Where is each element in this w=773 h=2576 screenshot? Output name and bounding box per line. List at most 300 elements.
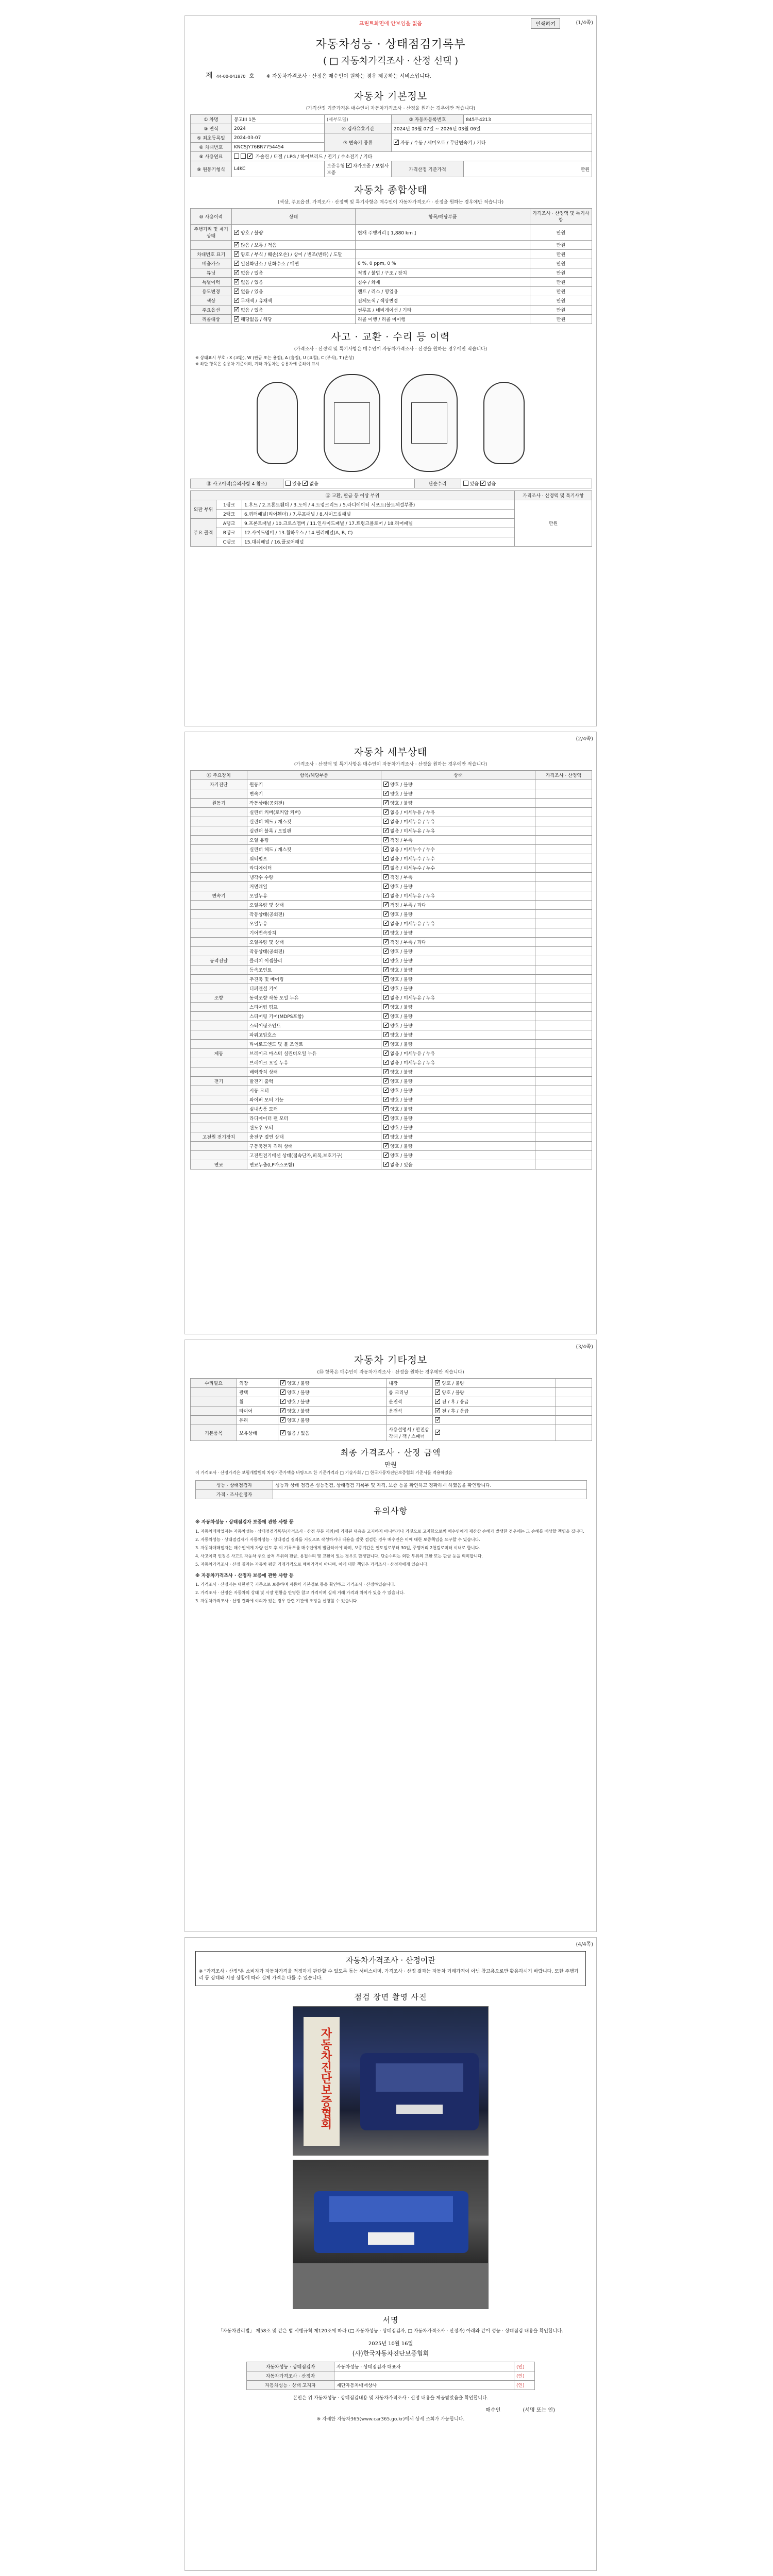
other-item xyxy=(386,1416,433,1425)
sign-table xyxy=(246,2362,535,2390)
state-cell xyxy=(381,789,535,799)
state-text: 양호 / 불량 xyxy=(390,792,413,797)
price-note: 이 가격조사 · 산정가격은 보험개발원의 차량기준가액을 바탕으로 한 기준가격과 □ 기술사회 / □ 한국자동차진단보증협회 기준서를 적용하였음 xyxy=(195,1470,452,1475)
other-group: 기본품목 xyxy=(191,1425,237,1441)
detail-row xyxy=(191,863,592,873)
serial-number: 44-00-041870 xyxy=(216,74,246,79)
detail-price xyxy=(535,1030,592,1040)
detail-group xyxy=(191,965,247,975)
detail-group: 조향 xyxy=(191,993,247,1003)
warranty-label: 보증유형 xyxy=(327,164,345,169)
detail-group xyxy=(191,826,247,836)
simple-repair-state xyxy=(461,479,592,488)
detail-price xyxy=(535,1021,592,1030)
detail-row xyxy=(191,799,592,808)
basic-label: ③ 연식 xyxy=(191,124,232,133)
state-cell xyxy=(381,1058,535,1067)
detail-price xyxy=(535,1086,592,1095)
other-row xyxy=(191,1425,592,1441)
subtitle-note: ※ 자동차가격조사 · 산정은 매수인이 원하는 경우 제공하는 서비스입니다. xyxy=(266,74,431,79)
inspector-text: 성능과 상태 점검은 성능점검, 상태점검 기록부 및 자격, 보증 등을 확인하고 정확하게 하였음을 확인합니다. xyxy=(273,1481,587,1490)
checkbox xyxy=(383,1023,389,1028)
state-text: 적정 / 부족 xyxy=(390,875,413,880)
basic-label: ⑧ 사용연료 xyxy=(191,152,232,161)
accident-title: 사고 · 교환 · 수리 등 이력 xyxy=(331,331,450,343)
state-text: 양호 / 불량 xyxy=(390,959,413,964)
other-item: 운전석 xyxy=(386,1397,433,1406)
checkbox xyxy=(383,1143,389,1148)
note-item: 1. 가격조사 · 산정자는 대한민국 기준으로 보증하며 자동차 기본정보 등을 확인하고 가격조사 · 산정하였습니다. xyxy=(195,1582,396,1587)
note-item: 4. 사고이력 인정은 사고로 자동차 주요 골격 부위의 판금, 용접수리 및 교환이 있는 경우로 한정합니다. 단순수리는 외판 부위의 교환 또는 판금 등을 의미합니다. xyxy=(195,1553,483,1558)
state-cell xyxy=(381,882,535,891)
inspector-label: 성능 · 상태점검자 xyxy=(196,1481,273,1490)
detail-group: 전기 xyxy=(191,1077,247,1086)
checkbox xyxy=(383,976,389,981)
detail-subtitle: (가격조사 · 산정액 및 특기사항은 매수인이 자동차가격조사 · 산정을 원하는 경우에만 적습니다) xyxy=(294,762,488,767)
checkbox xyxy=(346,163,351,168)
state-text: 양호 / 불량 xyxy=(390,1107,413,1112)
accident-no: 없음 xyxy=(309,482,318,487)
sign-seal: (인) xyxy=(514,2371,535,2381)
basic-label2: ④ 검사유효기간 xyxy=(325,124,392,133)
outer-label: 외판 부위 xyxy=(191,500,216,519)
checkbox xyxy=(383,874,389,879)
other-item: 외장 xyxy=(237,1379,278,1388)
sign-seal: (인) xyxy=(514,2362,535,2371)
detail-item: 오일유량 및 상태 xyxy=(247,938,381,947)
other-group: 수리필요 xyxy=(191,1379,237,1388)
car-front-outline xyxy=(257,382,298,464)
checkbox xyxy=(234,251,239,257)
detail-price xyxy=(535,947,592,956)
checkbox xyxy=(383,1106,389,1111)
status-label: 주행거리 및 계기상태 xyxy=(191,225,232,241)
detail-group: 원동기 xyxy=(191,799,247,808)
sign-name: 자동차성능 · 상태점검자 대표자 xyxy=(334,2362,514,2371)
basic-label3: ② 자동차등록번호 xyxy=(392,115,464,124)
status-price: 만원 xyxy=(530,268,592,278)
sign-name: 재단자동차매매상사 xyxy=(334,2381,514,2390)
checkbox xyxy=(383,809,389,815)
detail-row xyxy=(191,993,592,1003)
basic-label2: ⑦ 변속기 종류 xyxy=(325,133,392,152)
detail-row xyxy=(191,1003,592,1012)
state-cell xyxy=(381,1012,535,1021)
checkbox xyxy=(383,1153,389,1158)
state-cell xyxy=(433,1379,556,1388)
state-cell xyxy=(381,891,535,901)
state-cell xyxy=(381,1132,535,1142)
detail-row xyxy=(191,1049,592,1058)
detail-row xyxy=(191,1021,592,1030)
detail-item: 실린더 블록 / 오일팬 xyxy=(247,826,381,836)
detail-price xyxy=(535,1040,592,1049)
detail-item: 타이로드엔드 및 볼 조인트 xyxy=(247,1040,381,1049)
truck-glass xyxy=(329,2196,453,2222)
detail-group xyxy=(191,1142,247,1151)
other-group xyxy=(191,1388,237,1397)
state-text: 없음 / 미세누유 / 누유 xyxy=(390,1061,435,1066)
state-cell xyxy=(381,910,535,919)
state-cell xyxy=(433,1397,556,1406)
detail-price xyxy=(535,965,592,975)
state-cell xyxy=(433,1425,556,1441)
other-price xyxy=(556,1388,592,1397)
detail-group xyxy=(191,854,247,863)
detail-price xyxy=(535,799,592,808)
state-text: 적정 / 부족 xyxy=(390,838,413,843)
checkbox xyxy=(303,481,308,486)
detail-row xyxy=(191,1012,592,1021)
other-item: 타이어 xyxy=(237,1406,278,1416)
detail-price xyxy=(535,1003,592,1012)
state-text: 양호 / 불량 xyxy=(390,1005,413,1010)
detail-price xyxy=(535,1049,592,1058)
state-cell xyxy=(381,1021,535,1030)
checkbox xyxy=(435,1408,440,1413)
state-cell xyxy=(381,1114,535,1123)
other-price xyxy=(556,1416,592,1425)
detail-item: 와이퍼 모터 기능 xyxy=(247,1095,381,1105)
state-cell xyxy=(381,836,535,845)
detail-price xyxy=(535,1114,592,1123)
detail-header: 항목/해당부품 xyxy=(247,771,381,780)
checkbox xyxy=(383,1032,389,1037)
state-text: 양호 / 불량 xyxy=(442,1391,464,1396)
checkbox xyxy=(383,986,389,991)
detail-price xyxy=(535,1123,592,1132)
checkbox xyxy=(383,921,389,926)
sign-label: 자동차성능 · 상태점검자 xyxy=(247,2362,334,2371)
status-item: 현재 주행거리 [ 1,880 km ] xyxy=(356,225,530,241)
checkbox xyxy=(383,958,389,963)
state-text: 양호 / 불량 xyxy=(287,1381,310,1386)
status-label: 차대번호 표기 xyxy=(191,250,232,259)
checkbox xyxy=(383,1041,389,1046)
accident-label: ⑪ 사고이력(유의사항 4 참조) xyxy=(191,479,283,488)
main-label: 주요 골격 xyxy=(191,519,216,547)
basic-value3: 만원 xyxy=(464,161,592,177)
detail-row xyxy=(191,938,592,947)
state-cell xyxy=(381,1077,535,1086)
detail-group xyxy=(191,1012,247,1021)
state-cell xyxy=(381,1049,535,1058)
note-item: 2. 가격조사 · 산정은 자동차의 상태 및 시장 현황을 반영한 참고 가격이며 실제 거래 가격과 차이가 있을 수 있습니다. xyxy=(195,1590,405,1595)
checkbox xyxy=(383,1162,389,1167)
detail-price xyxy=(535,919,592,928)
sign-name xyxy=(334,2371,514,2381)
status-item: 렌트 / 리스 / 영업용 xyxy=(356,287,530,296)
red-notice: 프린트화면에 안보임을 없음 xyxy=(359,21,423,27)
status-label: 배출가스 xyxy=(191,259,232,268)
accident-legend2: ※ 하단 항목은 승용차 기준이며, 기타 자동차는 승용차에 준하여 표시 xyxy=(195,362,320,366)
checkbox xyxy=(383,939,389,944)
checkbox xyxy=(383,948,389,954)
state-text: 없음 / 미세누유 / 누유 xyxy=(390,1052,435,1057)
status-label: 주요옵션 xyxy=(191,306,232,315)
detail-row xyxy=(191,965,592,975)
print-button[interactable]: 인쇄하기 xyxy=(531,18,560,29)
detail-group xyxy=(191,1058,247,1067)
state-cell xyxy=(232,241,356,250)
detail-price xyxy=(535,817,592,826)
detail-group xyxy=(191,1151,247,1160)
photo-title: 점검 장면 촬영 사진 xyxy=(354,1992,427,2002)
detail-item: 브레이크 마스터 실린더오일 누유 xyxy=(247,1049,381,1058)
detail-row xyxy=(191,947,592,956)
status-row xyxy=(191,296,592,306)
other-group xyxy=(191,1406,237,1416)
detail-row xyxy=(191,984,592,993)
detail-row xyxy=(191,910,592,919)
detail-price xyxy=(535,901,592,910)
other-row xyxy=(191,1379,592,1388)
sign-seal: (인) xyxy=(514,2381,535,2390)
state-cell xyxy=(278,1416,386,1425)
detail-row xyxy=(191,975,592,984)
note-item: 3. 자동차가격조사 · 산정 결과에 이의가 있는 경우 관련 기관에 조정을 신청할 수 있습니다. xyxy=(195,1599,359,1603)
state-cell xyxy=(381,826,535,836)
detail-item: 고전원전기배선 상태(접속단자,피복,보호기구) xyxy=(247,1151,381,1160)
detail-header: ⑬ 주요장치 xyxy=(191,771,247,780)
inspection-photo-2 xyxy=(293,2160,489,2309)
state-cell xyxy=(232,225,356,241)
checkbox xyxy=(383,828,389,833)
detail-row xyxy=(191,1105,592,1114)
rank-items: 6.쿼터패널(리어휀더) / 7.루프패널 / 8.사이드실패널 xyxy=(242,510,515,519)
other-table xyxy=(190,1378,592,1441)
pricer-cell xyxy=(273,1490,587,1499)
simple-repair-label: 단순수리 xyxy=(414,479,461,488)
other-subtitle: (⑭ 항목은 매수인이 자동차가격조사 · 산정을 원하는 경우에만 적습니다) xyxy=(317,1370,464,1375)
checkbox xyxy=(383,856,389,861)
checkbox xyxy=(280,1417,285,1422)
detail-price xyxy=(535,1151,592,1160)
status-price: 만원 xyxy=(530,287,592,296)
price-title: 최종 가격조사 · 산정 금액 xyxy=(340,1448,441,1458)
detail-group xyxy=(191,1021,247,1030)
status-item: 썬루프 / 네비게이션 / 기타 xyxy=(356,306,530,315)
status-label: 특별이력 xyxy=(191,278,232,287)
detail-group xyxy=(191,984,247,993)
basic-value: L4KC xyxy=(232,161,325,177)
detail-price xyxy=(535,845,592,854)
serial-suffix: 호 xyxy=(249,74,255,79)
receiver-label: 매수인 xyxy=(485,2407,501,2413)
detail-price xyxy=(535,891,592,901)
state-text: 양호 / 불량 xyxy=(390,1089,413,1094)
rank-price: 만원 xyxy=(515,500,592,547)
detail-item: 실린더 헤드 / 개스킷 xyxy=(247,845,381,854)
detail-group: 자기진단 xyxy=(191,780,247,789)
note-item: 3. 자동차매매업자는 매수인에게 차량 인도 후 이 기록부를 매수인에게 발급하여야 하며, 보증기간은 인도일로부터 30일, 주행거리 2천킬로미터 이내로 합니다. xyxy=(195,1545,480,1550)
state-text: 일산화탄소 / 탄화수소 / 매연 xyxy=(241,262,299,267)
rank: A랭크 xyxy=(216,519,242,528)
state-cell xyxy=(381,1160,535,1170)
checkbox xyxy=(383,1078,389,1083)
status-price: 만원 xyxy=(530,241,592,250)
checkbox xyxy=(234,307,239,312)
state-text: 없음 / 미세누유 / 누유 xyxy=(390,996,435,1001)
detail-item: 동력조향 작동 오일 누유 xyxy=(247,993,381,1003)
detail-group xyxy=(191,1086,247,1095)
detail-price xyxy=(535,836,592,845)
checkbox xyxy=(383,1088,389,1093)
rank-items: 1.후드 / 2.프론트휀더 / 3.도어 / 4.트렁크리드 / 5.라디에이터 서포트(볼트체결부품) xyxy=(242,500,515,510)
rank-header: ⑫ 교환, 판금 등 이상 부위 xyxy=(191,491,515,500)
checkbox xyxy=(280,1380,285,1385)
detail-group xyxy=(191,882,247,891)
status-price: 만원 xyxy=(530,315,592,324)
status-item xyxy=(356,241,530,250)
checkbox xyxy=(280,1389,285,1395)
checkbox xyxy=(234,316,239,321)
detail-item: 실내송풍 모터 xyxy=(247,1105,381,1114)
checkbox xyxy=(383,1134,389,1139)
detail-price xyxy=(535,854,592,863)
state-cell xyxy=(278,1397,386,1406)
state-text: 없음 / 있음 xyxy=(241,271,263,276)
status-row xyxy=(191,268,592,278)
checkbox xyxy=(247,154,253,159)
state-text: 해당없음 / 해당 xyxy=(241,317,272,323)
notes-heading: ※ 자동차성능 · 상태점검자 보증에 관한 사항 등 xyxy=(195,1520,294,1525)
rank-items: 12.사이드멤버 / 13.휠하우스 / 14.필러패널(A, B, C) xyxy=(242,528,515,537)
other-item: 사용설명서 / 안전삼각대 / 잭 / 스패너 xyxy=(386,1425,433,1441)
detail-table xyxy=(190,770,592,1170)
checkbox xyxy=(435,1399,440,1404)
detail-item: 충전구 절연 상태 xyxy=(247,1132,381,1142)
rank-table xyxy=(190,490,592,547)
detail-item: 스티어링조인트 xyxy=(247,1021,381,1030)
detail-group xyxy=(191,817,247,826)
state-text: 양호 / 불량 xyxy=(390,1042,413,1047)
state-text: 양호 / 불량 xyxy=(287,1418,310,1423)
other-item: 운전석 xyxy=(386,1406,433,1416)
status-label: 튜닝 xyxy=(191,268,232,278)
fuel-value: 가솔린 / 디젤 / LPG / 하이브리드 / 전기 / 수소전기 / 기타 xyxy=(255,155,373,160)
page-indicator: (4/4쪽) xyxy=(576,1942,593,1947)
notes-heading: ※ 자동차가격조사 · 산정자 보증에 관한 사항 등 xyxy=(195,1573,294,1579)
detail-group xyxy=(191,910,247,919)
page-2 xyxy=(184,732,597,1334)
state-cell xyxy=(232,259,356,268)
detail-header: 가격조사 · 산정액 xyxy=(535,771,592,780)
checkbox xyxy=(234,270,239,275)
state-cell xyxy=(232,268,356,278)
detail-item: 윈도우 모터 xyxy=(247,1123,381,1132)
detail-price xyxy=(535,956,592,965)
status-label: 용도변경 xyxy=(191,287,232,296)
other-item: 룸 크리닝 xyxy=(386,1388,433,1397)
detail-item: 라디에이터 팬 모터 xyxy=(247,1114,381,1123)
status-header: ⑩ 사용이력 xyxy=(191,209,232,225)
state-cell xyxy=(381,808,535,817)
detail-group xyxy=(191,938,247,947)
page-4 xyxy=(184,1937,597,2571)
rank-header: 가격조사 · 산정액 및 특기사항 xyxy=(515,491,592,500)
checkbox xyxy=(383,819,389,824)
car-diagram xyxy=(246,371,535,474)
bottom-note: ※ 자세한 자동차365(www.car365.go.kr)에서 상세 조회가 가능합니다. xyxy=(316,2416,465,2422)
state-text: 없음 / 있음 xyxy=(241,308,263,313)
detail-item: 커먼레일 xyxy=(247,882,381,891)
state-cell xyxy=(381,854,535,863)
other-group xyxy=(191,1416,237,1425)
detail-group xyxy=(191,901,247,910)
checkbox xyxy=(280,1399,285,1404)
detail-row xyxy=(191,891,592,901)
checkbox xyxy=(234,289,239,294)
detail-price xyxy=(535,928,592,938)
detail-row xyxy=(191,882,592,891)
checkbox xyxy=(383,884,389,889)
rank: 1랭크 xyxy=(216,500,242,510)
info-text: ※ "가격조사 · 산정"은 소비자가 자동차가격을 적정하게 판단할 수 있도록 돕는 서비스이며, 가격조사 · 산정 결과는 자동차 거래가격이 아닌 참고용으로만 활용하시기 바랍니다. 또한 주행거리 등 상태와 시장 상황에 따라 실제 가격은 다를 수 있습니다. xyxy=(199,1969,579,1981)
detail-group xyxy=(191,1040,247,1049)
checkbox xyxy=(383,837,389,842)
detail-item: 원동기 xyxy=(247,780,381,789)
status-item: 리콜 이행 / 리콜 미이행 xyxy=(356,315,530,324)
state-cell xyxy=(381,1151,535,1160)
status-label: 리콜대상 xyxy=(191,315,232,324)
kia-grille xyxy=(368,2232,414,2245)
checkbox xyxy=(463,481,468,486)
detail-header: 상태 xyxy=(381,771,535,780)
page-indicator: (1/4쪽) xyxy=(576,20,593,26)
state-text: 양호 / 불량 xyxy=(390,1135,413,1140)
detail-row xyxy=(191,1132,592,1142)
state-text: 양호 / 불량 xyxy=(390,885,413,890)
other-price xyxy=(556,1379,592,1388)
note-item: 5. 자동차가격조사 · 산정 결과는 자동차 평균 거래가격으로 매매가격이 아니며, 이에 대한 책임은 가격조사 · 산정자에게 있습니다. xyxy=(195,1562,429,1567)
state-text: 적정 / 부족 / 과다 xyxy=(390,940,426,945)
detail-item: 스티어링 펌프 xyxy=(247,1003,381,1012)
detail-row xyxy=(191,919,592,928)
detail-item: 파워고압호스 xyxy=(247,1030,381,1040)
rank-items: 9.프론트패널 / 10.크로스멤버 / 11.인사이드패널 / 17.트렁크플로어 / 18.리어패널 xyxy=(242,519,515,528)
state-cell xyxy=(381,1095,535,1105)
other-item: 보유상태 xyxy=(237,1425,278,1441)
state-text: 양호 / 불량 xyxy=(390,987,413,992)
basic-label: ⑤ 최초등록일 xyxy=(191,133,232,143)
other-item: 광택 xyxy=(237,1388,278,1397)
state-cell xyxy=(381,901,535,910)
car-frame xyxy=(411,402,447,444)
notes-title: 유의사항 xyxy=(374,1506,408,1516)
detail-group xyxy=(191,1114,247,1123)
status-item: 적법 / 불법 / 구조 / 장치 xyxy=(356,268,530,278)
state-text: 없음 / 있음 xyxy=(390,1163,413,1168)
state-cell xyxy=(278,1406,386,1416)
status-item: 0 %, 0 ppm, 0 % xyxy=(356,259,530,268)
checkbox xyxy=(435,1380,440,1385)
footer-line: 본인은 위 자동차성능 · 상태점검내용 및 자동차가격조사 · 산정 내용을 제공받았음을 확인합니다. xyxy=(293,2396,489,2401)
state-text: 적정 / 부족 / 과다 xyxy=(390,903,426,908)
detail-group xyxy=(191,845,247,854)
detail-group xyxy=(191,1003,247,1012)
warranty-cell xyxy=(325,161,392,177)
page-1 xyxy=(184,15,597,726)
checkbox xyxy=(383,1060,389,1065)
detail-row xyxy=(191,1160,592,1170)
detail-item: 등속조인트 xyxy=(247,965,381,975)
basic-value2: 2024년 03월 07일 ~ 2026년 03월 06일 xyxy=(392,124,592,133)
sign-label: 자동차성능 · 상태 고지자 xyxy=(247,2381,334,2390)
state-text: 무채색 / 유채색 xyxy=(241,299,272,304)
detail-price xyxy=(535,1160,592,1170)
checkbox xyxy=(383,902,389,907)
